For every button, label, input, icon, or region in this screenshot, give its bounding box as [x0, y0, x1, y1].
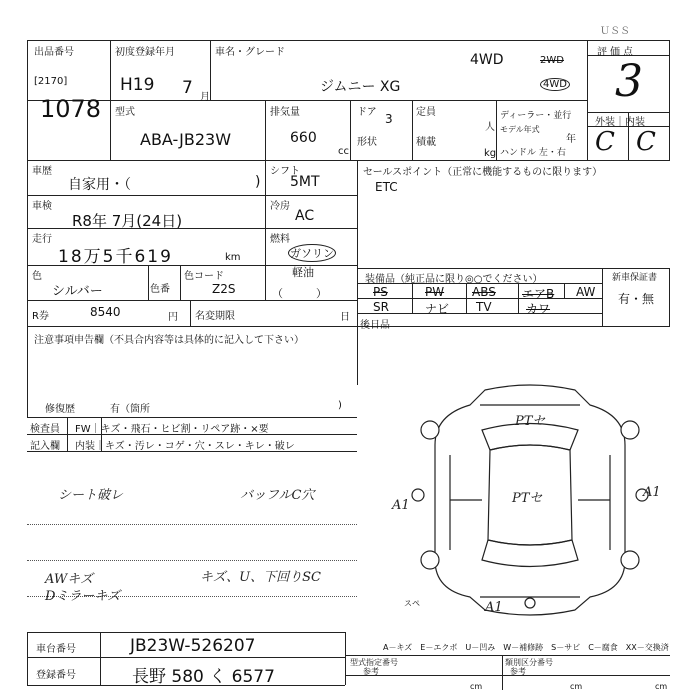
name-change-label: 名変期限	[195, 311, 235, 322]
color-code-value: Z2S	[212, 282, 236, 296]
fuel-gasoline: ガソリン	[288, 244, 336, 262]
damage-mark-hood: PTセ	[515, 414, 546, 429]
cm-unit-2: cm	[570, 682, 583, 691]
sales-point-label: セールスポイント（正常に機能するものに限ります）	[363, 167, 603, 178]
first-registration-label: 初度登録年月	[115, 47, 175, 58]
drive-2wd-option: 2WD	[540, 55, 564, 66]
chassis-no-value: JB23W-526207	[130, 636, 256, 656]
damage-mark-roof: PTセ	[512, 491, 543, 506]
mileage-value: 18万5千619	[58, 247, 173, 267]
r-tax-label: R券	[32, 311, 49, 322]
damage-mark-right: A1	[643, 485, 661, 500]
fuel-diesel: 軽油	[292, 266, 314, 279]
equipment-tv: TV	[476, 300, 492, 314]
color-no-label: 色番	[150, 284, 170, 295]
damage-legend: A－キズ E－エクボ U－凹み W－補修跡 S－サビ C－腐食 XX－交換済	[383, 643, 669, 652]
new-warranty-label: 新車保証書	[612, 273, 658, 283]
handwritten-note-aw: AWキズ	[45, 572, 93, 587]
month-unit: 月	[200, 92, 210, 103]
history-label: 車歴	[32, 166, 52, 177]
handle-label: ハンドル 左・右	[500, 148, 566, 158]
color-code-label: 色コード	[184, 271, 224, 282]
drive-type: 4WD	[470, 52, 504, 68]
cm-unit-3: cm	[655, 682, 668, 691]
model-label: 型式	[115, 107, 135, 118]
shape-label: 形状	[357, 137, 377, 148]
history-close: )	[255, 174, 261, 190]
doors-value: 3	[385, 112, 393, 126]
exterior-grade: C	[595, 127, 615, 157]
inspector-row: FW｜キズ・飛石・ヒビ割・リペア跡・×要	[75, 424, 269, 435]
reg-no-label: 登録番号	[36, 670, 76, 681]
lot-number: 1078	[40, 95, 102, 123]
repair-history-close: )	[338, 400, 342, 411]
ac-label: 冷房	[270, 201, 290, 212]
handwritten-note-baffle: バッフルC穴	[240, 488, 315, 503]
damage-mark-left: A1	[392, 498, 410, 513]
color-label: 色	[32, 271, 42, 282]
load-label: 積載	[416, 137, 436, 148]
model-code: ABA-JB23W	[140, 130, 232, 149]
equipment-pw: PW	[425, 285, 445, 299]
first-registration-year: H19	[120, 75, 155, 95]
damage-mark-rear: A1	[485, 600, 503, 615]
reg-no-value: 長野 580 く 6577	[132, 667, 275, 687]
car-name: ジムニー XG	[320, 79, 401, 95]
inspection-label: 車検	[32, 201, 52, 212]
interior-grade: C	[636, 127, 656, 157]
first-registration-month: 7	[182, 78, 193, 98]
exterior-interior-label: 外装｜内装	[595, 117, 645, 128]
day-unit: 日	[340, 312, 350, 323]
score-value: 3	[615, 56, 643, 107]
inspector-label: 検査員	[30, 424, 60, 435]
equipment-abs: ABS	[472, 285, 496, 299]
equipment-airbag: エアB	[522, 287, 555, 301]
car-name-label: 車名・グレード	[215, 47, 285, 58]
fuel-other: （ ）	[272, 287, 327, 300]
type-approval-ref: 参考	[363, 667, 379, 676]
equipment-navi: ナビ	[425, 302, 450, 316]
warranty-value: 有・無	[618, 292, 655, 306]
history-value: 自家用・（	[68, 177, 131, 193]
sales-point-value: ETC	[375, 180, 398, 194]
r-tax-value: 8540	[90, 305, 121, 319]
corner-mark: ＵＳＳ	[600, 26, 630, 37]
equipment-aw: AW	[576, 285, 596, 299]
kg-unit: kg	[484, 148, 497, 159]
displacement-value: 660	[290, 130, 317, 146]
score-label: 評価点	[597, 47, 636, 58]
type-approval-label: 型式指定番号	[350, 658, 398, 667]
yen-unit: 円	[168, 312, 178, 323]
lot-number-small: [2170]	[34, 76, 68, 87]
repair-history-label: 修復歴	[45, 404, 75, 415]
fuel-label: 燃料	[270, 234, 290, 245]
inspection-value: R8年 7月(24日)	[72, 212, 183, 230]
ac-value: AC	[295, 208, 315, 224]
cm-unit-1: cm	[470, 682, 483, 691]
notes-label: 注意事項申告欄（不具合内容等は具体的に記入して下さい）	[34, 335, 304, 346]
km-unit: km	[225, 252, 241, 263]
doors-label: ドア	[357, 107, 377, 118]
after-delivery-label: 後日品	[360, 320, 390, 331]
handwritten-note-seat: シート破レ	[58, 488, 124, 503]
displacement-unit: cc	[338, 146, 349, 157]
class-no-ref: 参考	[510, 667, 526, 676]
drive-4wd-option: 4WD	[540, 78, 570, 91]
entry-label: 記入欄	[30, 441, 60, 452]
class-no-label: 類別区分番号	[505, 658, 553, 667]
model-year-label: モデル年式	[500, 125, 540, 134]
repair-history-value: 有（箇所	[110, 404, 150, 415]
equipment-label: 装備品（純正品に限り◎○でください）	[365, 274, 543, 285]
handwritten-note-under: キズ、U、下回りSC	[200, 570, 321, 585]
scratch-mark-label: スペ	[404, 599, 420, 608]
equipment-leather: カワ	[526, 302, 551, 316]
mileage-label: 走行	[32, 234, 52, 245]
color-value: シルバー	[52, 284, 103, 299]
dealer-label: ディーラー・並行	[500, 111, 572, 121]
entry-row: 内装｜キズ・汚レ・コゲ・穴・スレ・キレ・破レ	[75, 441, 295, 452]
displacement-label: 排気量	[270, 107, 300, 118]
lot-number-label: 出品番号	[34, 47, 74, 58]
equipment-sr: SR	[373, 300, 389, 314]
shift-label: シフト	[270, 166, 300, 177]
person-unit: 人	[485, 122, 495, 133]
capacity-label: 定員	[416, 107, 436, 118]
chassis-no-label: 車台番号	[36, 644, 76, 655]
handwritten-note-mirror: Dミラーキズ	[45, 589, 121, 604]
shift-value: 5MT	[290, 174, 320, 190]
equipment-ps: PS	[373, 285, 388, 299]
year-unit: 年	[566, 134, 576, 145]
